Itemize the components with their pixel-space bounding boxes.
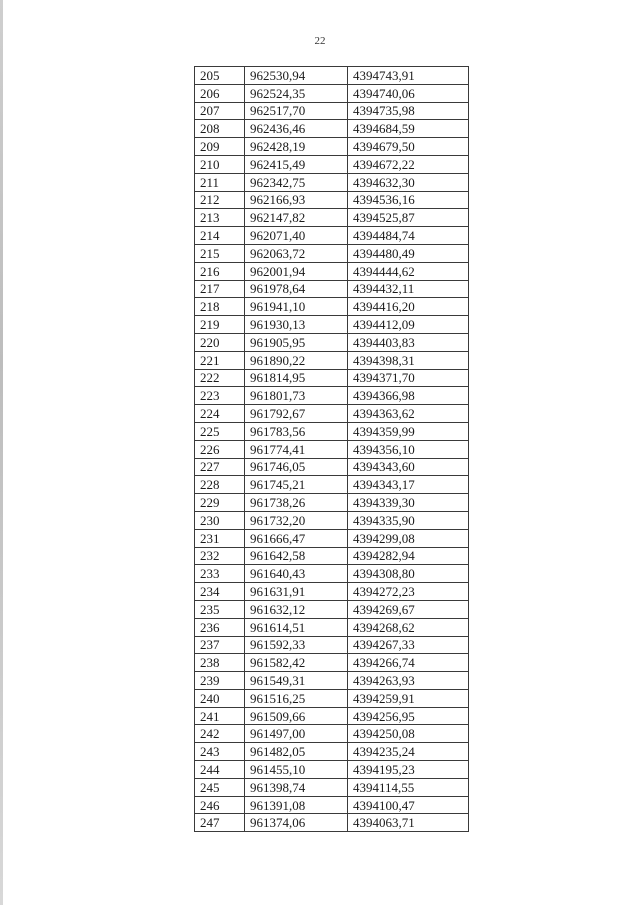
table-row xyxy=(195,529,469,547)
x-coordinate-cell: 961732,20 xyxy=(245,511,348,529)
x-coordinate-cell: 961614,51 xyxy=(245,618,348,636)
x-coordinate-cell: 962415,49 xyxy=(245,155,348,173)
y-coordinate-cell: 4394359,99 xyxy=(348,422,469,440)
point-number-cell: 220 xyxy=(195,333,245,351)
point-number-cell: 231 xyxy=(195,529,245,547)
point-number-cell: 244 xyxy=(195,761,245,779)
x-coordinate-cell: 961738,26 xyxy=(245,494,348,512)
point-number-cell: 217 xyxy=(195,280,245,298)
table-row xyxy=(195,316,469,334)
x-coordinate-cell: 962342,75 xyxy=(245,173,348,191)
y-coordinate-cell: 4394735,98 xyxy=(348,102,469,120)
table-row xyxy=(195,120,469,138)
y-coordinate-cell: 4394672,22 xyxy=(348,155,469,173)
point-number-cell: 211 xyxy=(195,173,245,191)
table-row xyxy=(195,262,469,280)
table-row xyxy=(195,778,469,796)
y-coordinate-cell: 4394484,74 xyxy=(348,227,469,245)
table-row xyxy=(195,583,469,601)
page-number: 22 xyxy=(314,35,326,47)
table-row xyxy=(195,494,469,512)
coordinates-table xyxy=(194,66,469,832)
point-number-cell: 208 xyxy=(195,120,245,138)
table-row xyxy=(195,209,469,227)
point-number-cell: 227 xyxy=(195,458,245,476)
y-coordinate-cell: 4394114,55 xyxy=(348,778,469,796)
y-coordinate-cell: 4394268,62 xyxy=(348,618,469,636)
y-coordinate-cell: 4394343,17 xyxy=(348,476,469,494)
coordinates-table-body xyxy=(195,67,469,832)
x-coordinate-cell: 961391,08 xyxy=(245,796,348,814)
y-coordinate-cell: 4394335,90 xyxy=(348,511,469,529)
x-coordinate-cell: 961890,22 xyxy=(245,351,348,369)
x-coordinate-cell: 961745,21 xyxy=(245,476,348,494)
point-number-cell: 237 xyxy=(195,636,245,654)
point-number-cell: 214 xyxy=(195,227,245,245)
table-row xyxy=(195,333,469,351)
y-coordinate-cell: 4394684,59 xyxy=(348,120,469,138)
y-coordinate-cell: 4394679,50 xyxy=(348,138,469,156)
x-coordinate-cell: 961746,05 xyxy=(245,458,348,476)
y-coordinate-cell: 4394366,98 xyxy=(348,387,469,405)
table-row xyxy=(195,351,469,369)
x-coordinate-cell: 961592,33 xyxy=(245,636,348,654)
point-number-cell: 222 xyxy=(195,369,245,387)
y-coordinate-cell: 4394371,70 xyxy=(348,369,469,387)
table-row xyxy=(195,796,469,814)
x-coordinate-cell: 961631,91 xyxy=(245,583,348,601)
y-coordinate-cell: 4394343,60 xyxy=(348,458,469,476)
x-coordinate-cell: 961640,43 xyxy=(245,565,348,583)
table-row xyxy=(195,387,469,405)
point-number-cell: 241 xyxy=(195,707,245,725)
x-coordinate-cell: 961774,41 xyxy=(245,440,348,458)
point-number-cell: 242 xyxy=(195,725,245,743)
y-coordinate-cell: 4394356,10 xyxy=(348,440,469,458)
x-coordinate-cell: 961814,95 xyxy=(245,369,348,387)
y-coordinate-cell: 4394339,30 xyxy=(348,494,469,512)
x-coordinate-cell: 962524,35 xyxy=(245,84,348,102)
table-row xyxy=(195,761,469,779)
table-row xyxy=(195,725,469,743)
x-coordinate-cell: 961374,06 xyxy=(245,814,348,832)
point-number-cell: 219 xyxy=(195,316,245,334)
x-coordinate-cell: 961642,58 xyxy=(245,547,348,565)
x-coordinate-cell: 962517,70 xyxy=(245,102,348,120)
y-coordinate-cell: 4394412,09 xyxy=(348,316,469,334)
point-number-cell: 213 xyxy=(195,209,245,227)
table-row xyxy=(195,280,469,298)
x-coordinate-cell: 961516,25 xyxy=(245,689,348,707)
point-number-cell: 247 xyxy=(195,814,245,832)
table-row xyxy=(195,84,469,102)
x-coordinate-cell: 962436,46 xyxy=(245,120,348,138)
y-coordinate-cell: 4394740,06 xyxy=(348,84,469,102)
point-number-cell: 221 xyxy=(195,351,245,369)
table-row xyxy=(195,547,469,565)
x-coordinate-cell: 961509,66 xyxy=(245,707,348,725)
y-coordinate-cell: 4394267,33 xyxy=(348,636,469,654)
y-coordinate-cell: 4394743,91 xyxy=(348,67,469,85)
table-row xyxy=(195,440,469,458)
x-coordinate-cell: 961941,10 xyxy=(245,298,348,316)
point-number-cell: 209 xyxy=(195,138,245,156)
y-coordinate-cell: 4394416,20 xyxy=(348,298,469,316)
x-coordinate-cell: 961905,95 xyxy=(245,333,348,351)
point-number-cell: 246 xyxy=(195,796,245,814)
table-row xyxy=(195,155,469,173)
point-number-cell: 235 xyxy=(195,600,245,618)
point-number-cell: 229 xyxy=(195,494,245,512)
table-row xyxy=(195,405,469,423)
table-row xyxy=(195,138,469,156)
x-coordinate-cell: 961497,00 xyxy=(245,725,348,743)
point-number-cell: 216 xyxy=(195,262,245,280)
y-coordinate-cell: 4394432,11 xyxy=(348,280,469,298)
table-row xyxy=(195,476,469,494)
point-number-cell: 205 xyxy=(195,67,245,85)
table-row xyxy=(195,565,469,583)
point-number-cell: 232 xyxy=(195,547,245,565)
y-coordinate-cell: 4394256,95 xyxy=(348,707,469,725)
y-coordinate-cell: 4394259,91 xyxy=(348,689,469,707)
x-coordinate-cell: 961978,64 xyxy=(245,280,348,298)
point-number-cell: 238 xyxy=(195,654,245,672)
table-row xyxy=(195,102,469,120)
point-number-cell: 225 xyxy=(195,422,245,440)
point-number-cell: 218 xyxy=(195,298,245,316)
x-coordinate-cell: 961455,10 xyxy=(245,761,348,779)
table-row xyxy=(195,672,469,690)
y-coordinate-cell: 4394282,94 xyxy=(348,547,469,565)
point-number-cell: 206 xyxy=(195,84,245,102)
y-coordinate-cell: 4394363,62 xyxy=(348,405,469,423)
table-row xyxy=(195,654,469,672)
table-row xyxy=(195,173,469,191)
table-row xyxy=(195,369,469,387)
x-coordinate-cell: 961549,31 xyxy=(245,672,348,690)
x-coordinate-cell: 961930,13 xyxy=(245,316,348,334)
y-coordinate-cell: 4394063,71 xyxy=(348,814,469,832)
table-row xyxy=(195,191,469,209)
point-number-cell: 243 xyxy=(195,743,245,761)
x-coordinate-cell: 962428,19 xyxy=(245,138,348,156)
y-coordinate-cell: 4394308,80 xyxy=(348,565,469,583)
table-row xyxy=(195,636,469,654)
x-coordinate-cell: 961801,73 xyxy=(245,387,348,405)
y-coordinate-cell: 4394398,31 xyxy=(348,351,469,369)
table-row xyxy=(195,707,469,725)
x-coordinate-cell: 961792,67 xyxy=(245,405,348,423)
table-row xyxy=(195,227,469,245)
point-number-cell: 228 xyxy=(195,476,245,494)
point-number-cell: 215 xyxy=(195,244,245,262)
y-coordinate-cell: 4394100,47 xyxy=(348,796,469,814)
y-coordinate-cell: 4394480,49 xyxy=(348,244,469,262)
x-coordinate-cell: 961666,47 xyxy=(245,529,348,547)
point-number-cell: 224 xyxy=(195,405,245,423)
y-coordinate-cell: 4394444,62 xyxy=(348,262,469,280)
y-coordinate-cell: 4394195,23 xyxy=(348,761,469,779)
y-coordinate-cell: 4394632,30 xyxy=(348,173,469,191)
table-row xyxy=(195,244,469,262)
y-coordinate-cell: 4394263,93 xyxy=(348,672,469,690)
table-row xyxy=(195,298,469,316)
table-row xyxy=(195,67,469,85)
point-number-cell: 234 xyxy=(195,583,245,601)
x-coordinate-cell: 962071,40 xyxy=(245,227,348,245)
y-coordinate-cell: 4394536,16 xyxy=(348,191,469,209)
point-number-cell: 223 xyxy=(195,387,245,405)
point-number-cell: 236 xyxy=(195,618,245,636)
point-number-cell: 207 xyxy=(195,102,245,120)
x-coordinate-cell: 962530,94 xyxy=(245,67,348,85)
y-coordinate-cell: 4394525,87 xyxy=(348,209,469,227)
x-coordinate-cell: 961632,12 xyxy=(245,600,348,618)
y-coordinate-cell: 4394235,24 xyxy=(348,743,469,761)
table-row xyxy=(195,618,469,636)
x-coordinate-cell: 962166,93 xyxy=(245,191,348,209)
x-coordinate-cell: 962063,72 xyxy=(245,244,348,262)
table-row xyxy=(195,814,469,832)
table-row xyxy=(195,422,469,440)
scan-page-edge xyxy=(0,0,3,905)
y-coordinate-cell: 4394272,23 xyxy=(348,583,469,601)
table-row xyxy=(195,600,469,618)
x-coordinate-cell: 962001,94 xyxy=(245,262,348,280)
point-number-cell: 210 xyxy=(195,155,245,173)
point-number-cell: 230 xyxy=(195,511,245,529)
y-coordinate-cell: 4394269,67 xyxy=(348,600,469,618)
point-number-cell: 239 xyxy=(195,672,245,690)
point-number-cell: 240 xyxy=(195,689,245,707)
point-number-cell: 245 xyxy=(195,778,245,796)
x-coordinate-cell: 961398,74 xyxy=(245,778,348,796)
table-row xyxy=(195,743,469,761)
y-coordinate-cell: 4394266,74 xyxy=(348,654,469,672)
y-coordinate-cell: 4394403,83 xyxy=(348,333,469,351)
point-number-cell: 212 xyxy=(195,191,245,209)
x-coordinate-cell: 961482,05 xyxy=(245,743,348,761)
x-coordinate-cell: 962147,82 xyxy=(245,209,348,227)
x-coordinate-cell: 961783,56 xyxy=(245,422,348,440)
point-number-cell: 226 xyxy=(195,440,245,458)
point-number-cell: 233 xyxy=(195,565,245,583)
y-coordinate-cell: 4394299,08 xyxy=(348,529,469,547)
table-row xyxy=(195,458,469,476)
table-row xyxy=(195,689,469,707)
y-coordinate-cell: 4394250,08 xyxy=(348,725,469,743)
table-row xyxy=(195,511,469,529)
x-coordinate-cell: 961582,42 xyxy=(245,654,348,672)
